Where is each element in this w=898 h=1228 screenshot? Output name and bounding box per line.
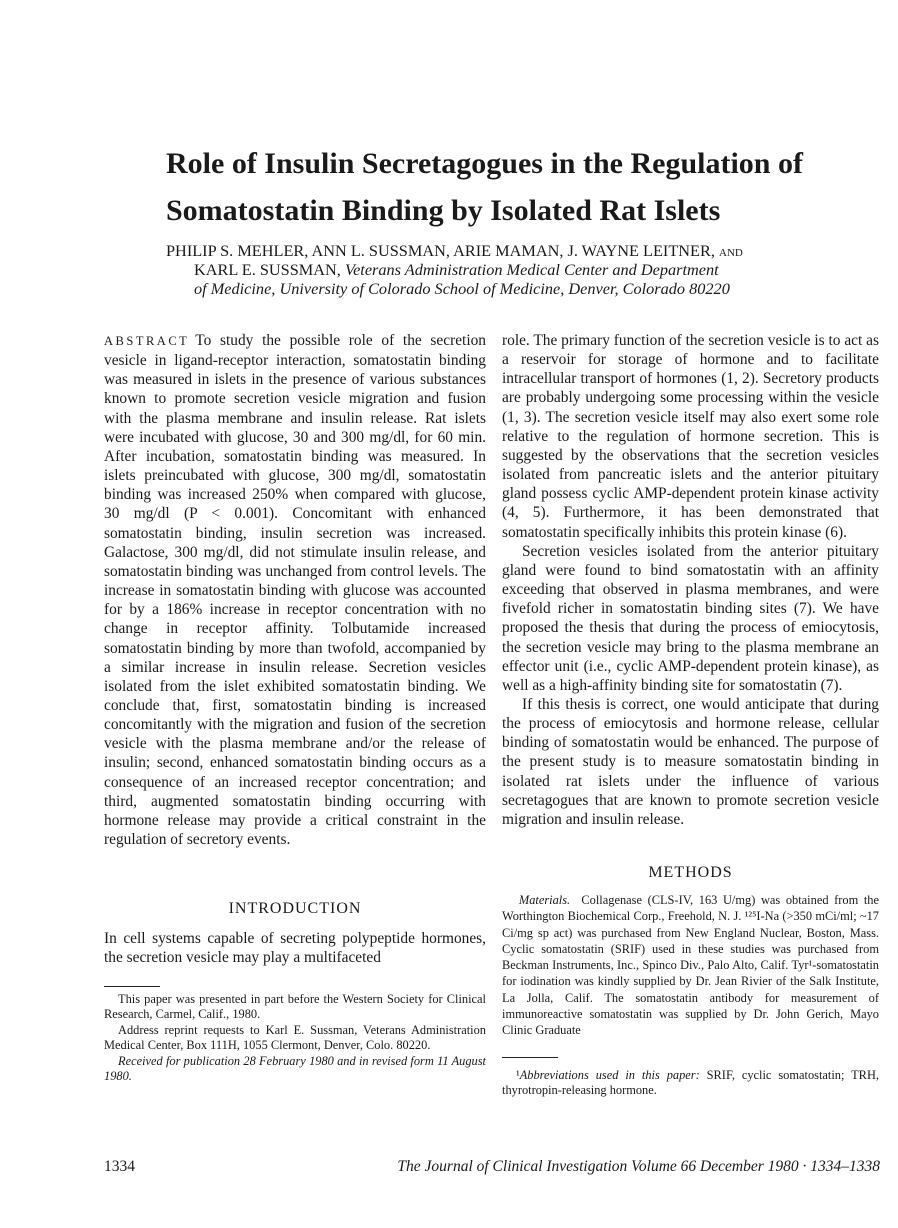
methods-heading: METHODS [648, 864, 733, 881]
abstract-label: ABSTRACT [104, 334, 190, 348]
page-number: 1334 [104, 1158, 135, 1175]
abbreviations-label: Abbreviations used in this paper: [519, 1068, 700, 1082]
methods-lead: Materials. [518, 893, 571, 907]
title-line-1: Role of Insulin Secretagogues in the Regulation of [166, 147, 803, 180]
footnote-mark: ¹ [516, 1068, 520, 1082]
author-block [166, 241, 806, 298]
author-name: KARL E. SUSSMAN, [194, 260, 341, 279]
abstract [104, 331, 486, 849]
footnote-received: Received for publication 28 February 1980 and in revised form 11 August 1980. [104, 1053, 486, 1084]
footnote-abbreviations [502, 1068, 879, 1099]
footnote-presented: This paper was presented in part before the Western Society for Clinical Research, Carmel, Calif., 1980. [104, 992, 486, 1022]
journal-citation: The Journal of Clinical Investigation Volume 66 December 1980 · 1334–1338 [397, 1158, 880, 1175]
affiliation-part-2: of Medicine, University of Colorado School of Medicine, Denver, Colorado 80220 [194, 279, 730, 298]
introduction-heading: INTRODUCTION [228, 900, 362, 917]
footnotes-left [104, 992, 486, 1084]
methods-text: Collagenase (CLS-IV, 163 U/mg) was obtained from the Worthington Biochemical Corp., Freehold, N. J. ¹²⁵I-Na (>350 mCi/ml; ~17 Ci/mg sp act) was purchased from New England Nuclear, Boston, Mass. Cyclic somatostatin (SRIF) used in these studies was purchased from Beckman Instruments, Inc., Spinco Div., Palo Alto, Calif. Tyr¹-somatostatin for iodination was kindly supplied by Dr. Jean Rivier of the Salk Institute, La Jolla, Calif. The somatostatin antibody for measurement of immunoreactive somatostatin was supplied by Dr. John Gerich, Mayo Clinic Graduate [502, 893, 879, 1038]
introduction-paragraph-3: If this thesis is correct, one would anticipate that during the process of emiocytosis and hormone release, cellular binding of somatostatin would be enhanced. The purpose of the present study is to measure somatostatin binding in isolated rat islets under the influence of various secretagogues that are known to promote secretion vesicle migration and insulin release. [502, 695, 879, 828]
footnote-rule-left [104, 986, 160, 987]
article-title [166, 140, 846, 234]
author-line-1: PHILIP S. MEHLER, ANN L. SUSSMAN, ARIE MAMAN, J. WAYNE LEITNER, and [166, 241, 743, 260]
introduction-paragraph-1-cont: role. The primary function of the secretion vesicle is to act as a reservoir for storage of hormone and to facilitate intracellular transport of hormones (1, 2). Secretory products are probably undergoing some processing within the vesicle (1, 3). The secretion vesicle itself may also exert some role relative to the regulation of hormone secretion. This is suggested by the observations that the secretion vesicles isolated from pancreatic islets and the anterior pituitary gland possess cyclic AMP-dependent protein kinase activity (4, 5). Furthermore, it has been demonstrated that somatostatin specifically inhibits this protein kinase (6). [502, 332, 879, 541]
abbreviations-text: SRIF, cyclic somatostatin; TRH, thyrotropin-releasing hormone. [502, 1068, 879, 1098]
introduction-paragraph-1-start: In cell systems capable of secreting polypeptide hormones, the secretion vesicle may play a multifaceted [104, 930, 486, 967]
introduction-continued [502, 331, 879, 829]
footnote-reprints: Address reprint requests to Karl E. Sussman, Veterans Administration Medical Center, Box 111H, 1055 Clermont, Denver, Colo. 80220. [104, 1022, 486, 1053]
title-line-2: Somatostatin Binding by Isolated Rat Islets [166, 194, 721, 227]
introduction-paragraph-2: Secretion vesicles isolated from the anterior pituitary gland were found to bind somatostatin with an affinity exceeding that observed in plasma membranes, and were fivefold richer in somatostatin binding sites (7). We have proposed the thesis that during the process of emiocytosis, the secretion vesicle may bring to the plasma membrane an effector unit (i.e., cyclic AMP-dependent protein kinase), as well as a high-affinity binding site for somatostatin (7). [502, 542, 879, 694]
author-line-2 [166, 260, 806, 279]
footnote-rule-right [502, 1057, 558, 1058]
affiliation-part-1: Veterans Administration Medical Center and Department [344, 260, 719, 279]
abstract-text: To study the possible role of the secretion vesicle in ligand-receptor interaction, somatostatin binding was measured in islets in the presence of various substances known to promote secretion vesicle migration and fusion with the plasma membrane and insulin release. Rat islets were incubated with glucose, 30 and 300 mg/dl, for 60 min. After incubation, somatostatin binding was measured. In islets preincubated with glucose, 300 mg/dl, somatostatin binding was increased 250% when compared with glucose, 30 mg/dl (P < 0.001). Concomitant with enhanced somatostatin binding, insulin secretion was increased. Galactose, 300 mg/dl, did not stimulate insulin release, and somatostatin binding was unchanged from control levels. The increase in somatostatin binding with glucose was accounted for by a 186% increase in receptor concentration with no change in receptor affinity. Tolbutamide increased somatostatin binding by more than twofold, accompanied by a similar increase in insulin release. Secretion vesicles isolated from the islet exhibited somatostatin binding. We conclude that, first, somatostatin binding is increased concomitantly with the migration and fusion of the secretion vesicle with the plasma membrane and/or the release of insulin; second, enhanced somatostatin binding occurs as a consequence of an increased receptor concentration; and third, augmented somatostatin binding occurring with hormone release may provide a critical constraint in the regulation of secretory events. [104, 332, 486, 849]
methods-materials [502, 892, 879, 1039]
